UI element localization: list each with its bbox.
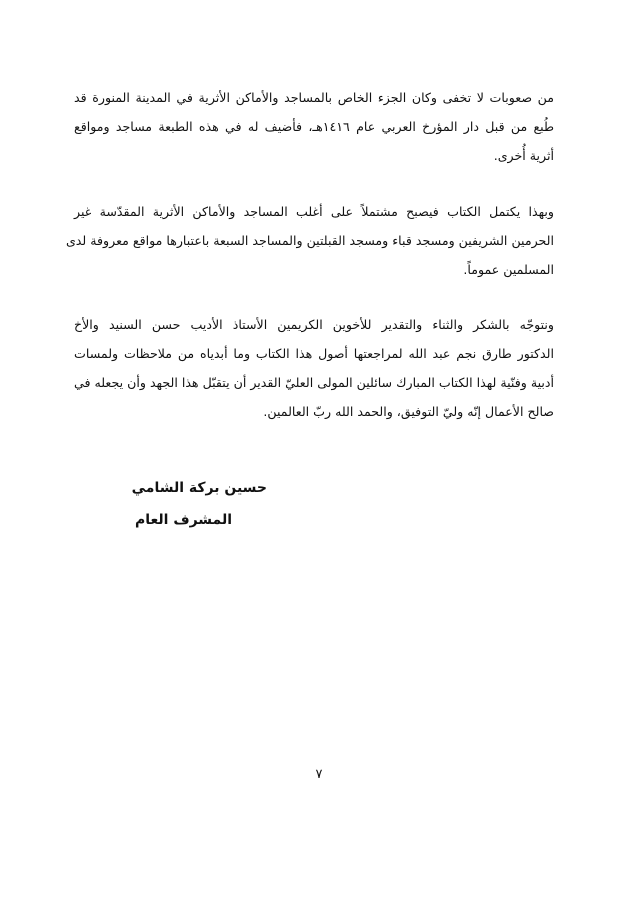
text-line: الدكتور طارق نجم عبد الله لمراجعتها أصول هذا الكتاب وما أبدياه من ملاحظات ولمسات — [74, 346, 554, 361]
text-line: الحرمين الشريفين ومسجد قباء ومسجد القبلتين والمساجد السبعة باعتبارها مواقع معروفة لدى — [65, 233, 554, 248]
text-line: طُبع من قبل دار المؤرخ العربي عام ١٤١٦هـ، فأضيف له في هذه الطبعة مساجد ومواقع — [74, 119, 554, 134]
text-line: ونتوجّه بالشكر والثناء والتقدير للأخوين الكريمين الأستاذ الأديب حسن السنيد والأخ — [74, 317, 554, 332]
signature-name: حسين بركة الشامي — [131, 480, 267, 496]
text-line: المسلمين عموماً. — [463, 262, 554, 277]
text-line: أثرية أُخرى. — [493, 148, 554, 163]
text-line: صالح الأعمال إنّه وليّ التوفيق، والحمد الله ربّ العالمين. — [263, 404, 554, 419]
signature-title: المشرف العام — [134, 512, 232, 528]
page-number: ٧ — [315, 767, 323, 782]
text-line: وبهذا يكتمل الكتاب فيصبح مشتملاً على أغلب المساجد والأماكن الأثرية المقدّسة غير — [74, 204, 554, 219]
text-line: أدبية وفنّية لهذا الكتاب المبارك سائلين المولى العليّ القدير أن يتقبّل هذا الجهد وأن يجعله في — [73, 375, 554, 390]
text-line: من صعوبات لا تخفى وكان الجزء الخاص بالمساجد والأماكن الأثرية في المدينة المنورة قد — [74, 90, 554, 105]
